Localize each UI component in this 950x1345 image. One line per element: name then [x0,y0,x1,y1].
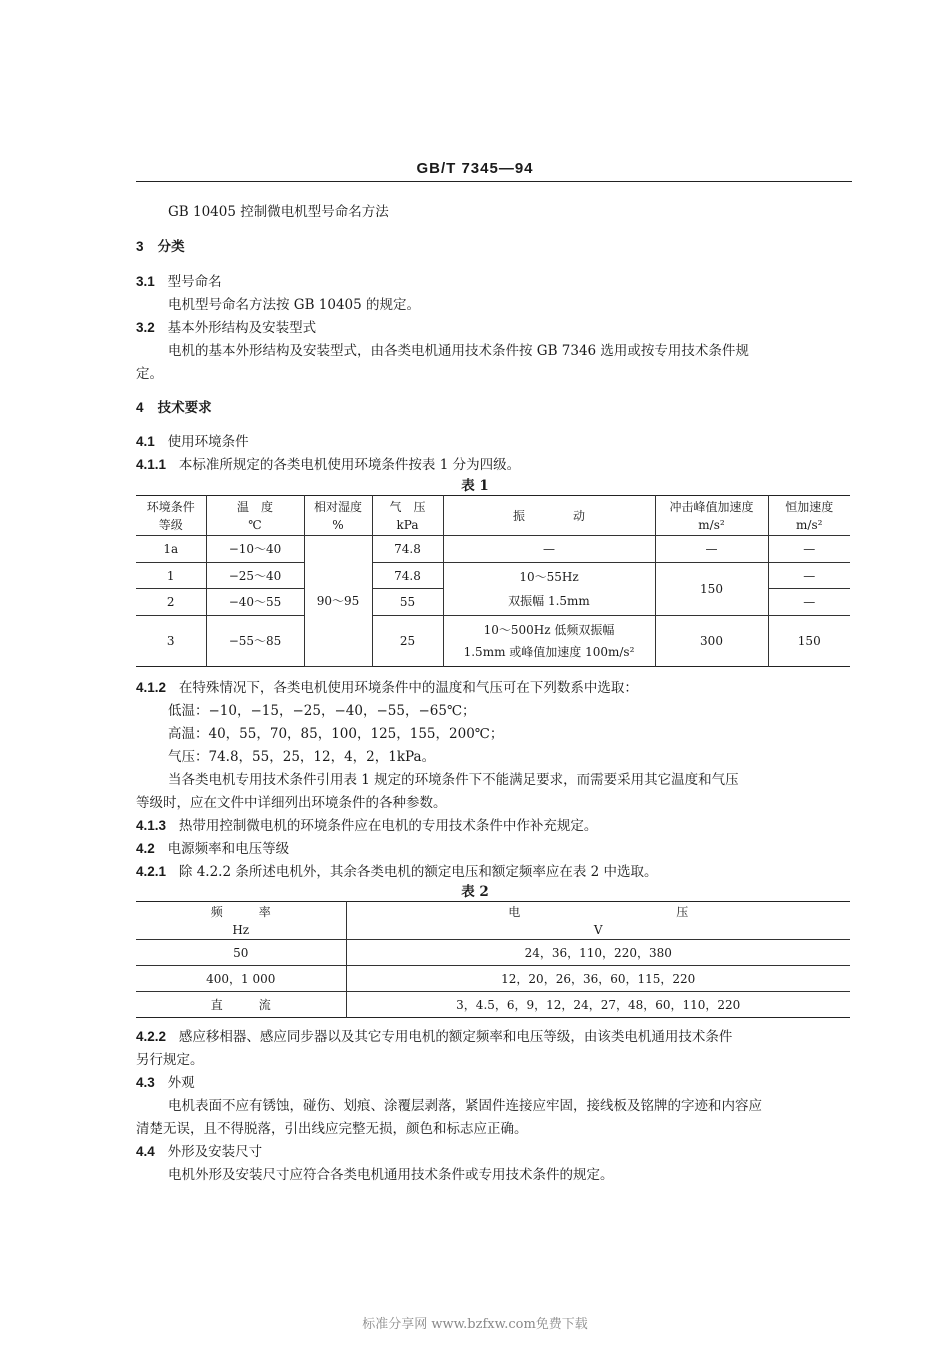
table-row [136,536,850,563]
table-1-caption: 表 1 [461,478,489,494]
header-cell: 电 压 V [346,902,850,940]
paragraph: 定。 [136,366,163,382]
section-number: 4.1.3 [136,818,167,833]
cell-level: 1 [136,563,206,589]
page-header: GB/T 7345—94 [416,160,534,177]
paragraph: 感应移相器、感应同步器以及其它专用电机的额定频率和电压等级，由该类电机通用技术条件 [178,1029,733,1045]
table-2 [136,901,850,1018]
high-temp-series: 高温：40，55，70，85，100，125，155，200℃； [168,726,504,742]
paragraph: 在特殊情况下，各类电机使用环境条件中的温度和气压可在下列数系中选取： [178,680,638,696]
section-title: 分类 [157,239,185,255]
table-header-row [136,902,850,940]
section-number: 4.2.1 [136,864,167,879]
cell-temp: −25～40 [206,563,304,589]
cell-frequency: 400，1 000 [136,966,346,992]
cell-voltage: 3，4.5，6，9，12，24，27，48，60，110，220 [346,992,850,1018]
cell-level: 2 [136,589,206,616]
section-4-2-2 [136,1025,732,1045]
table-row [136,966,850,992]
paragraph: 电机型号命名方法按 GB 10405 的规定。 [168,297,421,313]
section-number: 4.1.2 [136,680,167,695]
paragraph: 另行规定。 [136,1052,204,1068]
cell-acceleration: — [768,589,850,616]
footer-watermark: 标准分享网 www.bzfxw.com免费下载 [362,1317,588,1332]
section-4-4 [136,1140,262,1160]
table-row [136,940,850,966]
header-cell: 温 度 ℃ [206,496,304,536]
paragraph: 电机表面不应有锈蚀，碰伤、划痕、涂覆层剥落，紧固件连接应牢固，接线板及铭牌的字迹和内容应 [168,1098,762,1114]
section-3-1 [136,270,222,290]
section-3-2 [136,316,316,336]
cell-frequency: 直 流 [136,992,346,1018]
cell-pressure: 55 [372,589,443,616]
section-number: 4.1 [136,434,155,449]
section-4-1-3 [136,814,597,834]
paragraph: 电机的基本外形结构及安装型式，由各类电机通用技术条件按 GB 7346 选用或按专用技术条件规 [168,343,749,359]
cell-acceleration: — [768,536,850,563]
cell-vibration: 10～500Hz 低频双振幅 1.5mm 或峰值加速度 100m/s² [443,616,655,667]
table-2-caption: 表 2 [461,884,489,900]
paragraph: 热带用控制微电机的环境条件应在电机的专用技术条件中作补充规定。 [178,818,598,834]
paragraph: 电机外形及安装尺寸应符合各类电机通用技术条件或专用技术条件的规定。 [168,1167,614,1183]
section-4-2-1 [136,860,658,880]
cell-pressure: 74.8 [372,536,443,563]
cell-level: 3 [136,616,206,667]
paragraph: 当各类电机专用技术条件引用表 1 规定的环境条件下不能满足要求，而需要采用其它温度和气压 [168,772,739,788]
section-number: 3.2 [136,320,155,335]
paragraph: 清楚无误，且不得脱落，引出线应完整无损，颜色和标志应正确。 [136,1121,528,1137]
header-cell: 气 压 kPa [372,496,443,536]
section-number: 4 [136,400,144,415]
low-temp-series: 低温：−10，−15，−25，−40，−55，−65℃； [168,703,476,719]
table-1 [136,495,850,667]
section-number: 4.1.1 [136,457,167,472]
section-4-3 [136,1071,195,1091]
section-4-1-2 [136,676,638,696]
cell-frequency: 50 [136,940,346,966]
cell-acceleration: — [768,563,850,589]
table-header-row [136,496,850,536]
header-cell: 环境条件 等级 [136,496,206,536]
cell-shock: 300 [655,616,768,667]
section-number: 4.4 [136,1144,155,1159]
cell-humidity: 90～95 [304,536,372,667]
paragraph: 本标准所规定的各类电机使用环境条件按表 1 分为四级。 [178,457,521,473]
section-number: 4.2 [136,841,155,856]
section-title: 技术要求 [157,400,212,416]
section-title: 使用环境条件 [167,434,249,450]
cell-temp: −10～40 [206,536,304,563]
section-number: 3.1 [136,274,155,289]
cell-shock: 150 [655,563,768,616]
section-number: 3 [136,239,144,254]
table-row [136,992,850,1018]
header-cell: 相对湿度 % [304,496,372,536]
paragraph: 等级时，应在文件中详细列出环境条件的各种参数。 [136,795,447,811]
cell-temp: −40～55 [206,589,304,616]
section-4 [136,396,212,416]
header-cell: 频 率 Hz [136,902,346,940]
section-title: 型号命名 [167,274,222,290]
paragraph: 除 4.2.2 条所述电机外，其余各类电机的额定电压和额定频率应在表 2 中选取。 [178,864,658,880]
cell-temp: −55～85 [206,616,304,667]
section-title: 电源频率和电压等级 [167,841,290,857]
cell-voltage: 12，20，26，36，60，115，220 [346,966,850,992]
section-number: 4.2.2 [136,1029,167,1044]
cell-acceleration: 150 [768,616,850,667]
section-number: 4.3 [136,1075,155,1090]
section-title: 基本外形结构及安装型式 [167,320,317,336]
cell-vibration: — [443,536,655,563]
cell-pressure: 74.8 [372,563,443,589]
cell-shock: — [655,536,768,563]
table-row [136,616,850,667]
section-title: 外形及安装尺寸 [167,1144,263,1160]
cell-vibration: 10～55Hz 双振幅 1.5mm [443,563,655,616]
header-rule [136,181,852,182]
table-row [136,563,850,589]
pressure-series: 气压：74.8，55，25，12，4，2，1kPa。 [168,749,436,765]
cell-voltage: 24，36，110，220，380 [346,940,850,966]
header-cell: 恒加速度 m/s² [768,496,850,536]
cell-pressure: 25 [372,616,443,667]
header-cell: 冲击峰值加速度 m/s² [655,496,768,536]
section-3 [136,235,185,255]
section-4-1 [136,430,249,450]
cell-level: 1a [136,536,206,563]
reference-line: GB 10405 控制微电机型号命名方法 [168,204,389,220]
section-4-2 [136,837,289,857]
section-title: 外观 [167,1075,195,1091]
header-cell: 振 动 [443,496,655,536]
section-4-1-1 [136,453,520,473]
